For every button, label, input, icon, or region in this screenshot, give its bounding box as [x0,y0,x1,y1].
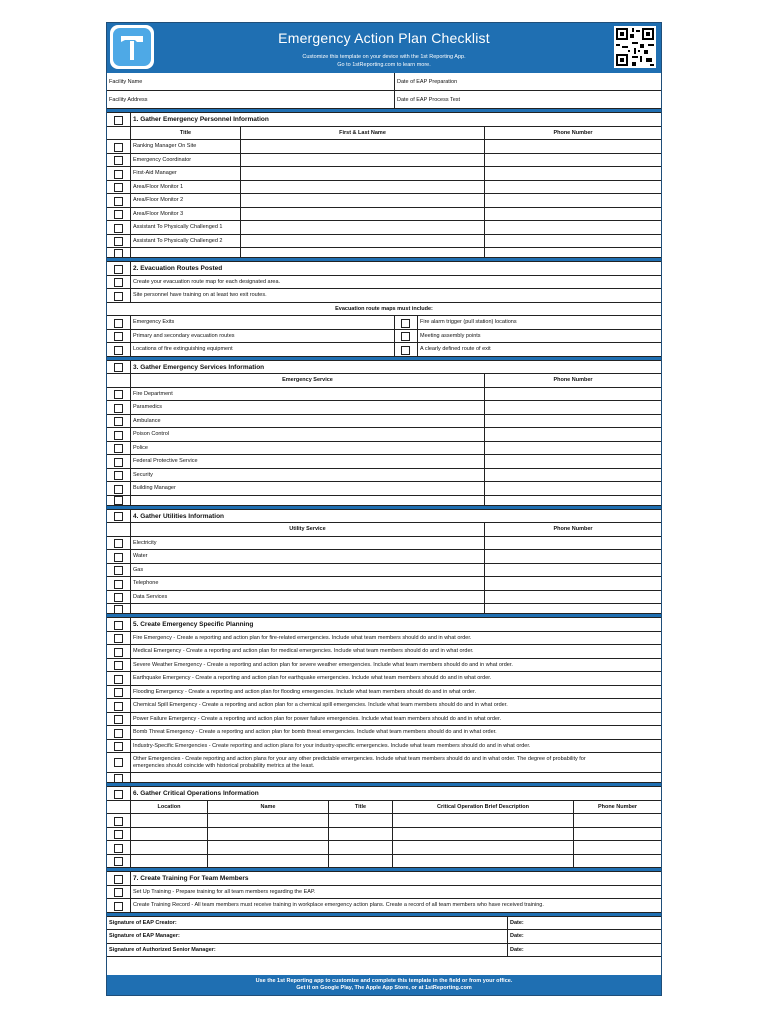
facility-row-1 [107,73,661,91]
row-checkbox[interactable] [114,661,123,670]
checklist-sheet [106,22,662,996]
row-checkbox[interactable] [114,156,123,165]
checkbox-cell [107,645,131,658]
phone-field[interactable] [484,415,661,428]
map-item-row [107,330,661,344]
column-header: Title [328,801,392,814]
table-row [107,442,661,456]
list-item [107,726,661,740]
service-name: Paramedics [133,404,163,410]
row-checkbox[interactable] [114,143,123,152]
row-checkbox[interactable] [114,593,123,602]
table-row [107,208,661,222]
phone-field[interactable] [484,591,661,604]
section-7-header [107,872,661,886]
checkbox-cell [107,181,131,194]
checkbox-cell [107,330,131,343]
row-checkbox[interactable] [114,702,123,711]
phone-field[interactable] [484,154,661,167]
name-field[interactable] [207,841,328,854]
date-prep-label[interactable]: Date of EAP Preparation [394,73,661,90]
phone-field[interactable] [484,455,661,468]
checkbox-cell [107,442,131,455]
item-text: Chemical Spill Emergency - Create a reporting and action plan for a chemical spill emergencies. Include what team members should do and in what order. [133,702,508,708]
section-title: 3. Gather Emergency Services Information [133,363,265,371]
header-subtitle-2: Go to 1stReporting.com to learn more. [337,62,431,68]
description-field[interactable] [392,841,573,854]
name-field[interactable] [207,828,328,841]
list-item [107,659,661,673]
table-row [107,154,661,168]
table-row [107,841,661,855]
phone-field[interactable] [484,235,661,248]
signature-label[interactable]: Signature of EAP Manager: [109,933,180,939]
row-checkbox[interactable] [114,346,123,355]
description-field[interactable] [392,855,573,868]
item-text: Create your evacuation route map for each designated area. [133,278,281,285]
checkbox-cell [107,841,131,854]
column-header: Phone Number [573,801,661,814]
checkbox-cell [107,482,131,495]
row-checkbox[interactable] [114,404,123,413]
footer-line-1: Use the 1st Reporting app to customize and complete this template in the field or from your office. [255,978,513,984]
date-label[interactable]: Date: [507,917,661,930]
name-field[interactable] [207,855,328,868]
row-checkbox[interactable] [114,210,123,219]
phone-field[interactable] [484,564,661,577]
location-field[interactable] [131,828,207,841]
role-title: Assistant To Physically Challenged 1 [133,224,223,230]
list-item [107,686,661,700]
column-header: Phone Number [484,374,661,387]
row-checkbox[interactable] [114,888,123,897]
row-checkbox[interactable] [114,485,123,494]
name-field[interactable] [240,154,484,167]
checkbox-cell [107,537,131,550]
map-item-text: Primary and secondary evacuation routes [133,332,235,339]
item-text: Set Up Training - Prepare training for all team members regarding the EAP. [133,888,316,895]
phone-field[interactable] [573,855,661,868]
section-checkbox[interactable] [114,790,123,799]
row-checkbox[interactable] [114,183,123,192]
item-text: Create Training Record - All team members must receive training in workplace emergency action plans. Create a record of all team members who have received training. [133,902,544,908]
row-checkbox[interactable] [114,774,123,783]
row-checkbox[interactable] [114,857,123,866]
checkbox-cell [107,855,131,868]
section-checkbox[interactable] [114,265,123,274]
service-name: Fire Department [133,390,173,397]
service-name: Security [133,471,153,478]
row-checkbox[interactable] [401,346,410,355]
row-checkbox[interactable] [114,715,123,724]
title-field[interactable] [328,828,392,841]
signature-row [107,930,661,944]
service-name: Electricity [133,539,157,546]
phone-field[interactable] [484,577,661,590]
row-checkbox[interactable] [114,237,123,246]
page-title: Emergency Action Plan Checklist [278,30,490,46]
role-title: Ranking Manager On Site [133,143,197,149]
item-text: Industry-Specific Emergencies - Create reporting and action plans for your industry-specific emergencies. Include what team members should do and in what order. [133,742,531,749]
table-row [107,469,661,483]
row-checkbox[interactable] [114,431,123,440]
row-checkbox[interactable] [114,758,123,767]
section-checkbox[interactable] [114,875,123,884]
map-item-text: A clearly defined route of exit [420,346,491,352]
footer-banner [107,975,661,995]
name-field[interactable] [240,167,484,180]
phone-field[interactable] [484,428,661,441]
name-field[interactable] [240,235,484,248]
qr-code-icon [614,26,656,68]
phone-field[interactable] [484,181,661,194]
table-header [107,523,661,537]
table-row [107,482,661,496]
column-header: Critical Operation Brief Description [392,801,573,814]
row-checkbox[interactable] [114,170,123,179]
checkbox-cell [107,632,131,645]
table-row [107,428,661,442]
list-item [107,740,661,754]
service-name: Poison Control [133,431,170,437]
section-checkbox[interactable] [114,363,123,372]
row-checkbox[interactable] [114,278,123,287]
item-text: Fire Emergency - Create a reporting and action plan for fire-related emergencies. Include what team members should do and in what order. [133,634,472,641]
list-item [107,899,661,913]
name-field[interactable] [240,140,484,153]
column-header: Utility Service [289,526,326,532]
list-item [107,886,661,900]
column-header: Location [157,803,181,810]
row-checkbox[interactable] [114,249,123,258]
checkbox-cell [107,221,131,234]
checkbox-cell [107,455,131,468]
row-checkbox[interactable] [114,742,123,751]
row-checkbox[interactable] [114,902,123,911]
row-checkbox[interactable] [114,566,123,575]
phone-field[interactable] [484,208,661,221]
row-checkbox[interactable] [114,471,123,480]
role-title: Assistant To Physically Challenged 2 [133,237,223,244]
row-checkbox[interactable] [114,844,123,853]
row-checkbox[interactable] [114,634,123,643]
item-text: Bomb Threat Emergency - Create a reporting and action plan for bomb threat emergencies. Include what team members should do and in what order. [133,729,497,735]
service-name: Gas [133,566,144,573]
checkbox-cell [107,343,131,356]
row-checkbox[interactable] [114,539,123,548]
table-row [107,550,661,564]
facility-name-label[interactable]: Facility Name [109,79,143,85]
item-text: Earthquake Emergency - Create a reporting and action plan for earthquake emergencies. Include what team members should do and in what order. [133,675,492,681]
table-header [107,374,661,388]
checkbox-cell [107,713,131,726]
section-title: 6. Gather Critical Operations Information [133,790,259,797]
table-row [107,401,661,415]
table-row [107,194,661,208]
table-row [107,415,661,429]
checkbox-cell [107,469,131,482]
row-checkbox[interactable] [114,553,123,562]
table-row [107,828,661,842]
checkbox-cell [107,672,131,685]
column-header: Phone Number [484,127,661,140]
row-checkbox[interactable] [114,332,123,341]
checkbox-cell [107,740,131,753]
checkbox-cell [394,330,418,343]
row-checkbox[interactable] [114,830,123,839]
checkbox-cell [107,154,131,167]
map-item-text: Emergency Exits [133,319,175,325]
checkbox-cell [107,235,131,248]
table-row [107,855,661,869]
name-field[interactable] [240,208,484,221]
phone-field[interactable] [484,140,661,153]
list-item [107,672,661,686]
map-item-row [107,343,661,357]
title-field[interactable] [328,841,392,854]
row-checkbox[interactable] [401,332,410,341]
phone-field[interactable] [484,221,661,234]
row-checkbox[interactable] [114,648,123,657]
row-checkbox[interactable] [114,292,123,301]
column-header: Phone Number [484,523,661,536]
map-item-row [107,316,661,330]
section-6-header [107,787,661,801]
service-name: Ambulance [133,417,161,424]
list-item [107,713,661,727]
list-item [107,699,661,713]
table-row [107,221,661,235]
checkbox-cell [394,343,418,356]
checkbox-cell [107,388,131,401]
date-label[interactable]: Date: [507,944,661,957]
section-title: 4. Gather Utilities Information [133,512,225,520]
checkbox-cell [107,401,131,414]
column-header: First & Last Name [240,127,484,140]
phone-field[interactable] [573,828,661,841]
location-field[interactable] [131,841,207,854]
blank-row [107,604,661,614]
section-3-header [107,361,661,375]
section-2-header [107,262,661,276]
table-row [107,181,661,195]
column-header: Emergency Service [282,377,333,383]
checkbox-cell [107,686,131,699]
phone-field[interactable] [484,469,661,482]
checkbox-cell [107,194,131,207]
checkbox-cell [107,699,131,712]
role-title: Area/Floor Monitor 2 [133,197,184,203]
signature-row [107,944,661,958]
signature-label[interactable]: Signature of EAP Creator: [109,919,177,926]
phone-field[interactable] [484,537,661,550]
header-subtitle-1: Customize this template on your device with the 1st Reporting App. [302,54,466,60]
phone-field[interactable] [484,442,661,455]
list-item [107,276,661,290]
date-label[interactable]: Date: [507,930,661,943]
row-checkbox[interactable] [114,675,123,684]
checkbox-cell [107,659,131,672]
signature-row [107,917,661,931]
map-include-header [107,303,661,317]
row-checkbox[interactable] [114,580,123,589]
blank-row [107,248,661,258]
row-checkbox[interactable] [114,197,123,206]
section-checkbox[interactable] [114,621,123,630]
map-item-text: Fire alarm trigger (pull station) locations [420,319,517,325]
table-row [107,814,661,828]
table-header [107,801,661,815]
phone-field[interactable] [484,550,661,563]
service-name: Water [133,553,148,559]
name-field[interactable] [240,194,484,207]
description-field[interactable] [392,814,573,827]
checkbox-cell [107,208,131,221]
role-title: First-Aid Manager [133,170,177,176]
table-row [107,564,661,578]
phone-field[interactable] [484,388,661,401]
item-text: Power Failure Emergency - Create a reporting and action plan for power failure emergencies. Include what team members should do and in what order. [133,715,502,722]
checkbox-cell [107,828,131,841]
name-field[interactable] [240,221,484,234]
list-item [107,753,661,773]
name-field[interactable] [240,181,484,194]
row-checkbox[interactable] [401,319,410,328]
row-checkbox[interactable] [114,390,123,399]
map-item-text: Locations of fire extinguishing equipment [133,346,233,352]
role-title: Area/Floor Monitor 3 [133,210,184,217]
table-header [107,127,661,141]
table-row [107,591,661,605]
checkbox-cell [107,577,131,590]
column-header: Name [207,801,328,814]
row-checkbox[interactable] [114,444,123,453]
role-title: Area/Floor Monitor 1 [133,183,184,190]
checkbox-cell [107,316,131,329]
checkbox-cell [107,140,131,153]
service-name: Police [133,444,148,451]
item-text: emergencies should coincide with historical probability metrics at the least. [133,763,315,769]
service-name: Data Services [133,593,168,600]
blank-row [107,773,661,783]
list-item [107,645,661,659]
row-checkbox[interactable] [114,688,123,697]
item-text: Flooding Emergency - Create a reporting and action plan for flooding emergencies. Include what team members should do and in what order. [133,688,477,695]
section-5-header [107,618,661,632]
row-checkbox[interactable] [114,319,123,328]
section-checkbox[interactable] [114,512,123,521]
checkbox-cell [107,550,131,563]
checkbox-cell [107,415,131,428]
signature-label[interactable]: Signature of Authorized Senior Manager: [109,946,216,953]
checkbox-cell [107,428,131,441]
item-text: Severe Weather Emergency - Create a reporting and action plan for severe weather emergencies. Include what team members should do and in what order. [133,661,513,668]
phone-field[interactable] [573,814,661,827]
title-field[interactable] [328,855,392,868]
table-row [107,577,661,591]
checkbox-cell [107,564,131,577]
section-1-header [107,113,661,127]
phone-field[interactable] [484,482,661,495]
phone-field[interactable] [573,841,661,854]
table-row [107,140,661,154]
checkbox-cell [107,591,131,604]
row-checkbox[interactable] [114,224,123,233]
facility-row-2 [107,91,661,109]
column-header: Title [179,129,192,136]
row-checkbox[interactable] [114,458,123,467]
date-test-label[interactable]: Date of EAP Process Test [394,91,661,108]
logo-tile [113,28,151,66]
item-text: Other Emergencies - Create reporting and action plans for your any other predictable emergencies. Include what team members should do and in what order. The degree of probability for [133,756,586,762]
location-field[interactable] [131,814,207,827]
item-text: Medical Emergency - Create a reporting and action plan for medical emergencies. Include what team members should do and in what order. [133,648,474,654]
checkbox-cell [107,814,131,827]
item-text: Site personnel have training on at least two exit routes. [133,292,267,298]
section-title: 5. Create Emergency Specific Planning [133,621,254,628]
table-row [107,537,661,551]
section-title: 1. Gather Emergency Personnel Information [133,116,269,123]
section-title: 7. Create Training For Team Members [133,875,249,882]
row-checkbox[interactable] [114,417,123,426]
row-checkbox[interactable] [114,817,123,826]
app-logo [110,25,154,69]
name-field[interactable] [207,814,328,827]
table-row [107,235,661,249]
map-header-text: Evacuation route maps must include: [335,305,433,312]
phone-field[interactable] [484,401,661,414]
hammer-icon [113,28,151,66]
role-title: Emergency Coordinator [133,156,192,163]
list-item [107,632,661,646]
title-field[interactable] [328,814,392,827]
table-row [107,167,661,181]
row-checkbox[interactable] [114,496,123,505]
phone-field[interactable] [484,167,661,180]
map-item-text: Meeting assembly points [420,332,481,339]
row-checkbox[interactable] [114,729,123,738]
section-4-header [107,510,661,524]
checkbox-cell [107,726,131,739]
table-row [107,388,661,402]
service-name: Telephone [133,580,159,586]
checkbox-cell [394,316,418,329]
section-checkbox[interactable] [114,116,123,125]
phone-field[interactable] [484,194,661,207]
row-checkbox[interactable] [114,605,123,614]
service-name: Building Manager [133,485,176,491]
table-row [107,455,661,469]
header-banner [107,23,661,73]
description-field[interactable] [392,828,573,841]
location-field[interactable] [131,855,207,868]
service-name: Federal Protective Service [133,458,198,464]
checkbox-cell [107,167,131,180]
blank-row [107,496,661,506]
facility-address-label[interactable]: Facility Address [109,97,148,103]
section-title: 2. Evacuation Routes Posted [133,265,223,272]
footer-line-2[interactable]: Get it on Google Play, The Apple App Store, or at 1stReporting.com [296,985,472,991]
list-item [107,289,661,303]
